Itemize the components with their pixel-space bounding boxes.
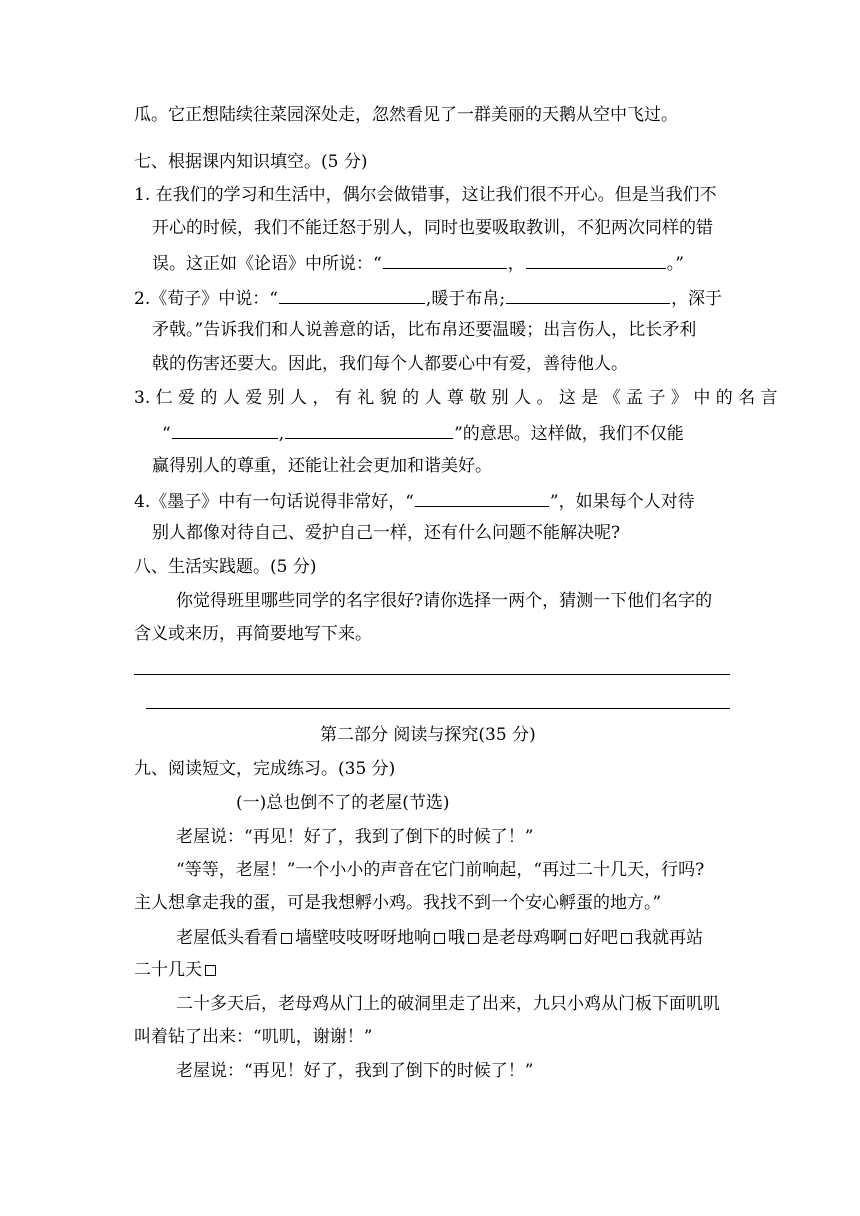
q3-line1: 3. 仁 爱 的 人 爱 别 人 ， 有 礼 貌 的 人 尊 敬 别 人 。 这 是 《 孟 子 》 中 的 名 言 [134, 388, 778, 408]
p3-seg-d: 是老母鸡啊 [482, 928, 567, 948]
q1-line3-end: 。” [666, 254, 684, 274]
punct-box-2[interactable] [434, 933, 445, 944]
q3-blank-1[interactable] [172, 420, 278, 439]
punct-box-6[interactable] [205, 965, 216, 976]
s8-para-line2: 含义或来历，再简要地写下来。 [134, 624, 372, 644]
q2-line3: 戟的伤害还要大。因此，我们每个人都要心中有爱，善待他人。 [152, 354, 628, 374]
q1-line2: 开心的时候，我们不能迁怒于别人，同时也要吸取教训，不犯两次同样的错 [152, 218, 713, 238]
q2-line1-end: ，深于 [671, 289, 723, 309]
q3-line3: 赢得别人的尊重，还能让社会更加和谐美好。 [152, 456, 492, 476]
q4-line1-text: 4.《墨子》中有一句话说得非常好，“ [134, 492, 414, 512]
passage-para2-line1: “等等，老屋！”一个小小的声音在它门前响起，“再过二十几天，行吗? [176, 860, 705, 880]
q2-line1-mid: ,暖于布帛; [425, 289, 506, 309]
q4-line1 [134, 488, 695, 514]
q1-line3-comma: ， [507, 254, 525, 274]
q3-line2-open: “ [162, 424, 171, 444]
q3-blank-2[interactable] [285, 420, 453, 439]
passage-para5: 老屋说：“再见！好了，我到了倒下的时候了！” [176, 1061, 534, 1081]
q2-blank-2[interactable] [506, 285, 670, 304]
s8-para-line1: 你觉得班里哪些同学的名字很好?请你选择一两个，猜测一下他们名字的 [176, 591, 713, 611]
carryover-text: 瓜。它正想陆续往菜园深处走，忽然看见了一群美丽的天鹅从空中飞过。 [134, 105, 678, 125]
q2-line1-text: 2.《荀子》中说：“ [134, 289, 278, 309]
answer-line-1[interactable] [134, 674, 730, 675]
q1-blank-2[interactable] [526, 250, 666, 269]
passage-para3-line1 [176, 926, 703, 950]
p3-seg-b: 墙壁吱吱呀呀地响 [295, 928, 431, 948]
section-7-heading: 七、根据课内知识填空。(5 分) [134, 152, 368, 172]
passage-para3-line2 [134, 958, 219, 982]
p3-seg-g: 二十几天 [134, 960, 202, 980]
punct-box-1[interactable] [281, 933, 292, 944]
q4-line1-end: ”，如果每个人对待 [549, 492, 695, 512]
passage-title: (一)总也倒不了的老屋(节选) [236, 793, 450, 813]
section-9-heading: 九、阅读短文，完成练习。(35 分) [134, 759, 396, 779]
part2-title: 第二部分 阅读与探究(35 分) [320, 725, 536, 745]
section-8-heading: 八、生活实践题。(5 分) [134, 557, 317, 577]
q2-line2: 矛戟。”告诉我们和人说善意的话，比布帛还要温暖；出言伤人，比长矛利 [152, 320, 697, 340]
passage-para1: 老屋说：“再见！好了，我到了倒下的时候了！” [176, 827, 534, 847]
q1-line1: 1. 在我们的学习和生活中，偶尔会做错事，这让我们很不开心。但是当我们不 [134, 185, 717, 205]
q2-blank-1[interactable] [279, 285, 425, 304]
p3-seg-a: 老屋低头看看 [176, 928, 278, 948]
q1-line3 [152, 250, 684, 276]
q3-line2-end: ”的意思。这样做，我们不仅能 [454, 424, 684, 444]
p3-seg-c: 哦 [448, 928, 465, 948]
q3-line2 [162, 420, 684, 446]
punct-box-5[interactable] [621, 933, 632, 944]
q2-line1 [134, 285, 722, 311]
q3-line2-comma: , [278, 424, 285, 444]
passage-para4-line1: 二十多天后，老母鸡从门上的破洞里走了出来，九只小鸡从门板下面叽叽 [176, 994, 720, 1014]
p3-seg-e: 好吧 [584, 928, 618, 948]
q4-blank[interactable] [415, 488, 549, 507]
passage-para4-line2: 叫着钻了出来：“叽叽，谢谢！” [134, 1027, 373, 1047]
q1-line3-text: 误。这正如《论语》中所说：“ [152, 254, 382, 274]
passage-para2-line2: 主人想拿走我的蛋，可是我想孵小鸡。我找不到一个安心孵蛋的地方。” [134, 893, 662, 913]
p3-seg-f: 我就再站 [635, 928, 703, 948]
answer-line-2[interactable] [146, 708, 730, 709]
punct-box-4[interactable] [570, 933, 581, 944]
q1-blank-1[interactable] [383, 250, 507, 269]
punct-box-3[interactable] [468, 933, 479, 944]
q4-line2: 别人都像对待自己、爱护自己一样，还有什么问题不能解决呢? [152, 523, 621, 543]
